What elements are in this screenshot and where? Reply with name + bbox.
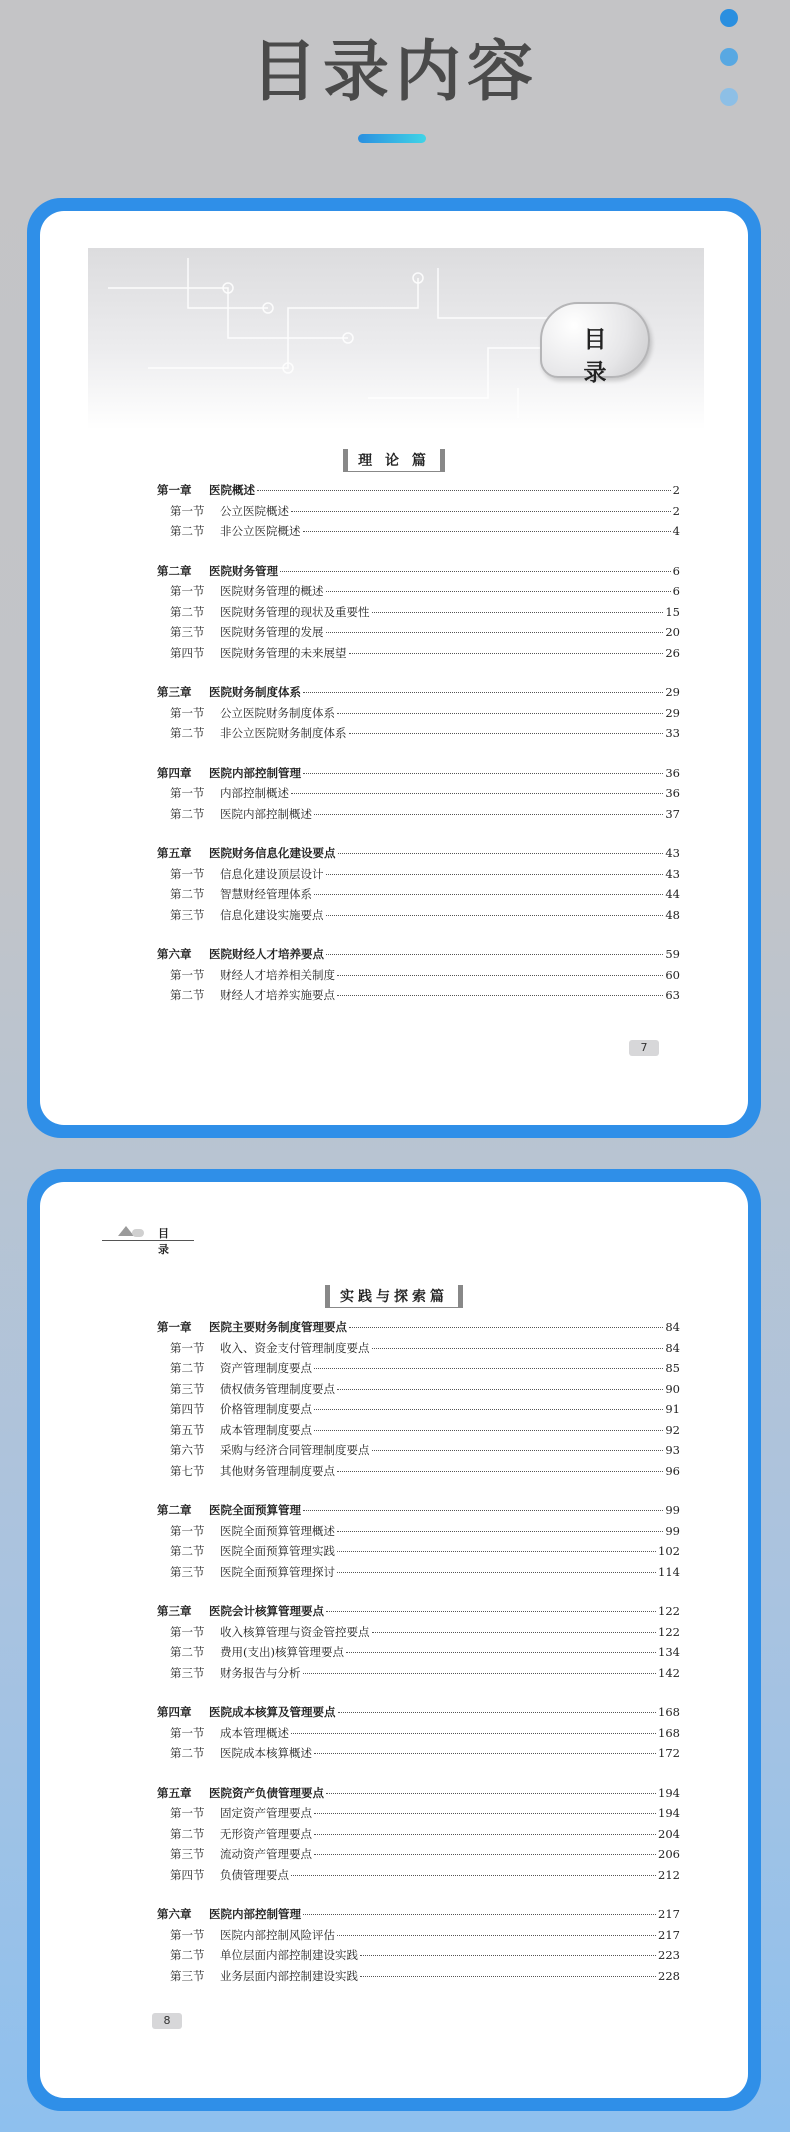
toc-gap xyxy=(157,1685,680,1704)
toc-entry-page: 92 xyxy=(665,1422,680,1437)
toc-entry-title: 医院内部控制概述 xyxy=(220,806,312,821)
running-header-label: 目 录 xyxy=(158,1227,175,1256)
toc-leader-dots xyxy=(303,692,663,693)
toc-section-entry xyxy=(157,624,680,645)
toc-gap xyxy=(157,1483,680,1502)
toc-page-2 xyxy=(40,1182,748,2098)
toc-leader-dots xyxy=(314,1753,656,1754)
toc-entry-title: 收入核算管理与资金管控要点 xyxy=(220,1624,370,1639)
toc-gap xyxy=(157,1887,680,1906)
toc-entry-title: 公立医院概述 xyxy=(220,503,289,518)
toc-section-entry xyxy=(157,866,680,887)
toc-leader-dots xyxy=(337,1572,656,1573)
toc-leader-dots xyxy=(337,713,663,714)
toc-entry-number: 第五章 xyxy=(157,846,192,860)
toc-leader-dots xyxy=(303,1914,656,1915)
toc-entry-number: 第六章 xyxy=(157,1907,192,1921)
toc-entry-page: 122 xyxy=(658,1604,680,1618)
toc-entry-title: 价格管理制度要点 xyxy=(220,1402,312,1416)
speech-bubble-icon xyxy=(540,302,650,386)
toc-gap xyxy=(157,746,680,765)
toc-section-entry xyxy=(157,806,680,827)
toc-entry-number: 第二节 xyxy=(170,524,205,538)
toc-section-entry xyxy=(157,604,680,625)
header-rule xyxy=(102,1240,194,1241)
toc-entry-number: 第一节 xyxy=(170,503,205,518)
toc-entry-page: 2 xyxy=(672,503,680,518)
toc-entry-page: 36 xyxy=(665,765,680,780)
toc-entry-number: 第六节 xyxy=(170,1443,205,1457)
toc-entry-number: 第一章 xyxy=(157,483,192,497)
toc-entry-number: 第四节 xyxy=(170,1402,205,1416)
toc-entry-title: 信息化建设顶层设计 xyxy=(220,866,324,881)
toc-entry-page: 223 xyxy=(658,1948,680,1962)
toc-entry-number: 第二节 xyxy=(170,1826,205,1841)
toc-leader-dots xyxy=(337,995,663,996)
toc-entry-number: 第三节 xyxy=(170,1381,205,1396)
toc-leader-dots xyxy=(337,1551,656,1552)
toc-chapter-entry xyxy=(157,1603,680,1624)
toc-entry-number: 第六章 xyxy=(157,947,192,961)
toc-entry-number: 第一节 xyxy=(170,967,205,982)
toc-page-card-1 xyxy=(27,198,761,1138)
toc-leader-dots xyxy=(314,814,663,815)
toc-entry-number: 第三章 xyxy=(157,685,192,699)
toc-entry-title: 医院财务管理的发展 xyxy=(220,625,324,639)
toc-page-card-2 xyxy=(27,1169,761,2111)
toc-leader-dots xyxy=(360,1955,656,1956)
toc-entry-page: 206 xyxy=(658,1847,680,1861)
title-underline xyxy=(358,134,426,143)
toc-leader-dots xyxy=(303,773,663,774)
toc-section-entry xyxy=(157,725,680,746)
mini-cloud-icon xyxy=(132,1229,144,1237)
toc-entry-page: 217 xyxy=(658,1907,680,1921)
toc-section-entry xyxy=(157,1665,680,1686)
toc-section-entry xyxy=(157,705,680,726)
toc-entry-page: 134 xyxy=(658,1645,680,1659)
toc-entry-number: 第二节 xyxy=(170,806,205,821)
toc-entry-number: 第三章 xyxy=(157,1604,192,1618)
toc-entry-title: 财务报告与分析 xyxy=(220,1665,301,1680)
toc-entry-page: 102 xyxy=(658,1544,680,1558)
toc-entry-title: 成本管理概述 xyxy=(220,1725,289,1740)
toc-section-entry xyxy=(157,785,680,806)
toc-entry-number: 第七节 xyxy=(170,1463,205,1478)
toc-entry-page: 84 xyxy=(665,1340,680,1355)
banner-label: 目 录 xyxy=(583,327,621,386)
toc-leader-dots xyxy=(326,591,671,592)
toc-entry-title: 医院财务制度体系 xyxy=(209,685,301,699)
toc-entry-number: 第二节 xyxy=(170,726,205,740)
running-header xyxy=(102,1226,194,1256)
part-title: 实践与探索篇 xyxy=(325,1285,463,1308)
toc-entry-title: 财经人才培养相关制度 xyxy=(220,967,335,982)
toc-entry-number: 第一节 xyxy=(170,786,205,800)
toc-entry-title: 成本管理制度要点 xyxy=(220,1422,312,1437)
toc-entry-title: 医院财务管理 xyxy=(209,563,278,578)
toc-entry-page: 43 xyxy=(665,866,680,881)
toc-entry-number: 第二节 xyxy=(170,1948,205,1962)
page-number: 8 xyxy=(152,2013,182,2029)
toc-entry-title: 医院内部控制管理 xyxy=(209,1907,301,1921)
toc-entry-number: 第二节 xyxy=(170,887,205,901)
toc-banner xyxy=(88,248,704,430)
toc-entry-number: 第二节 xyxy=(170,1645,205,1659)
toc-section-entry xyxy=(157,523,680,544)
toc-chapter-entry xyxy=(157,1906,680,1927)
toc-gap xyxy=(157,927,680,946)
toc-entry-number: 第二章 xyxy=(157,563,192,578)
toc-entry-title: 流动资产管理要点 xyxy=(220,1847,312,1861)
toc-entry-page: 194 xyxy=(658,1806,680,1820)
toc-section-entry xyxy=(157,886,680,907)
part-heading xyxy=(40,449,748,472)
toc-entry-page: 2 xyxy=(672,483,680,497)
toc-entry-page: 85 xyxy=(665,1361,680,1375)
toc-entry-title: 医院全面预算管理概述 xyxy=(220,1523,335,1538)
toc-leader-dots xyxy=(338,853,664,854)
toc-section-entry xyxy=(157,1846,680,1867)
toc-entry-number: 第三节 xyxy=(170,1665,205,1680)
toc-leader-dots xyxy=(257,490,671,491)
toc-entry-number: 第一节 xyxy=(170,1340,205,1355)
toc-entry-title: 医院内部控制风险评估 xyxy=(220,1927,335,1942)
toc-chapter-entry xyxy=(157,1502,680,1523)
toc-leader-dots xyxy=(291,511,671,512)
toc-entry-title: 医院全面预算管理探讨 xyxy=(220,1564,335,1579)
toc-chapter-entry xyxy=(157,684,680,705)
toc-leader-dots xyxy=(314,1368,663,1369)
toc-entry-page: 99 xyxy=(665,1523,680,1538)
toc-entry-page: 90 xyxy=(665,1381,680,1396)
toc-entry-title: 医院成本核算及管理要点 xyxy=(209,1705,336,1719)
toc-page-1 xyxy=(40,211,748,1125)
toc-section-entry xyxy=(157,1523,680,1544)
toc-entry-page: 6 xyxy=(672,584,680,598)
toc-gap xyxy=(157,826,680,845)
decorative-dot-icon xyxy=(720,88,738,106)
toc-entry-number: 第二节 xyxy=(170,1361,205,1375)
toc-gap xyxy=(157,1584,680,1603)
toc-section-entry xyxy=(157,1442,680,1463)
toc-section-entry xyxy=(157,967,680,988)
toc-entry-number: 第一节 xyxy=(170,866,205,881)
toc-entry-number: 第二节 xyxy=(170,1544,205,1558)
toc-leader-dots xyxy=(346,1652,656,1653)
toc-leader-dots xyxy=(337,1935,656,1936)
toc-entry-title: 医院全面预算管理实践 xyxy=(220,1544,335,1558)
toc-leader-dots xyxy=(349,1327,663,1328)
toc-leader-dots xyxy=(291,1875,656,1876)
toc-entry-page: 142 xyxy=(658,1665,680,1680)
toc-section-entry xyxy=(157,907,680,928)
toc-leader-dots xyxy=(314,1854,656,1855)
toc-leader-dots xyxy=(326,1611,656,1612)
toc-section-entry xyxy=(157,987,680,1008)
toc-leader-dots xyxy=(372,612,664,613)
toc-section-entry xyxy=(157,1968,680,1989)
toc-leader-dots xyxy=(372,1348,664,1349)
toc-entry-page: 122 xyxy=(658,1624,680,1639)
toc-section-entry xyxy=(157,1624,680,1645)
toc-leader-dots xyxy=(291,1733,656,1734)
toc-entry-title: 医院会计核算管理要点 xyxy=(209,1604,324,1618)
toc-entry-title: 医院资产负债管理要点 xyxy=(209,1785,324,1800)
toc-entry-page: 29 xyxy=(665,705,680,720)
toc-entry-title: 内部控制概述 xyxy=(220,786,289,800)
toc-section-entry xyxy=(157,1826,680,1847)
toc-leader-dots xyxy=(314,1834,656,1835)
toc-entry-number: 第三节 xyxy=(170,625,205,639)
toc-section-entry xyxy=(157,1401,680,1422)
toc-section-entry xyxy=(157,1543,680,1564)
toc-entry-title: 医院主要财务制度管理要点 xyxy=(209,1320,347,1334)
toc-entry-title: 公立医院财务制度体系 xyxy=(220,705,335,720)
toc-entry-title: 无形资产管理要点 xyxy=(220,1826,312,1841)
toc-entry-number: 第三节 xyxy=(170,1847,205,1861)
toc-entry-title: 资产管理制度要点 xyxy=(220,1361,312,1375)
part-title: 理 论 篇 xyxy=(343,449,445,472)
toc-leader-dots xyxy=(372,1632,657,1633)
toc-leader-dots xyxy=(326,1793,656,1794)
toc-entry-number: 第三节 xyxy=(170,907,205,922)
toc-entry-page: 172 xyxy=(658,1746,680,1760)
toc-section-entry xyxy=(157,1867,680,1888)
toc-entry-number: 第一节 xyxy=(170,584,205,598)
toc-section-entry xyxy=(157,1805,680,1826)
toc-list xyxy=(157,1319,680,1988)
toc-entry-title: 收入、资金支付管理制度要点 xyxy=(220,1340,370,1355)
toc-leader-dots xyxy=(280,571,671,572)
toc-leader-dots xyxy=(372,1450,664,1451)
toc-entry-title: 医院财务管理的概述 xyxy=(220,584,324,598)
toc-leader-dots xyxy=(291,793,663,794)
toc-entry-page: 33 xyxy=(665,726,680,740)
toc-section-entry xyxy=(157,1564,680,1585)
toc-entry-page: 212 xyxy=(658,1867,680,1882)
toc-entry-title: 医院成本核算概述 xyxy=(220,1746,312,1760)
toc-entry-title: 债权债务管理制度要点 xyxy=(220,1381,335,1396)
toc-leader-dots xyxy=(326,632,664,633)
toc-entry-title: 医院财经人才培养要点 xyxy=(209,947,324,961)
toc-chapter-entry xyxy=(157,946,680,967)
toc-section-entry xyxy=(157,1422,680,1443)
toc-section-entry xyxy=(157,645,680,666)
toc-leader-dots xyxy=(326,954,663,955)
part-heading xyxy=(40,1285,748,1308)
toc-chapter-entry xyxy=(157,482,680,503)
toc-leader-dots xyxy=(303,1510,663,1511)
toc-chapter-entry xyxy=(157,845,680,866)
toc-entry-number: 第四章 xyxy=(157,1705,192,1719)
toc-entry-number: 第一节 xyxy=(170,1806,205,1820)
toc-entry-number: 第二章 xyxy=(157,1503,192,1517)
toc-section-entry xyxy=(157,1745,680,1766)
toc-section-entry xyxy=(157,1340,680,1361)
toc-entry-number: 第四章 xyxy=(157,765,192,780)
toc-entry-number: 第一节 xyxy=(170,1927,205,1942)
toc-entry-page: 48 xyxy=(665,907,680,922)
toc-entry-page: 4 xyxy=(672,524,680,538)
toc-list xyxy=(157,482,680,1008)
toc-gap xyxy=(157,665,680,684)
toc-leader-dots xyxy=(337,1389,663,1390)
toc-entry-page: 60 xyxy=(665,967,680,982)
toc-entry-page: 44 xyxy=(665,887,680,901)
toc-entry-page: 114 xyxy=(658,1564,680,1579)
toc-entry-title: 智慧财经管理体系 xyxy=(220,887,312,901)
toc-entry-number: 第一节 xyxy=(170,1624,205,1639)
toc-leader-dots xyxy=(349,733,664,734)
page-title: 目录内容 xyxy=(251,33,539,110)
toc-entry-page: 26 xyxy=(665,645,680,660)
toc-entry-page: 20 xyxy=(665,625,680,639)
toc-entry-title: 非公立医院概述 xyxy=(220,524,301,538)
toc-chapter-entry xyxy=(157,563,680,584)
toc-entry-page: 168 xyxy=(658,1725,680,1740)
toc-leader-dots xyxy=(338,1712,657,1713)
toc-leader-dots xyxy=(337,1531,663,1532)
toc-entry-page: 6 xyxy=(672,563,680,578)
toc-entry-page: 93 xyxy=(665,1443,680,1457)
toc-section-entry xyxy=(157,1927,680,1948)
toc-entry-title: 信息化建设实施要点 xyxy=(220,907,324,922)
toc-entry-number: 第五节 xyxy=(170,1422,205,1437)
toc-chapter-entry xyxy=(157,1785,680,1806)
toc-leader-dots xyxy=(360,1976,656,1977)
toc-entry-number: 第五章 xyxy=(157,1785,192,1800)
toc-entry-page: 99 xyxy=(665,1503,680,1517)
toc-section-entry xyxy=(157,503,680,524)
toc-section-entry xyxy=(157,1644,680,1665)
toc-chapter-entry xyxy=(157,1704,680,1725)
toc-entry-number: 第三节 xyxy=(170,1564,205,1579)
toc-leader-dots xyxy=(337,1471,663,1472)
toc-entry-page: 29 xyxy=(665,685,680,699)
toc-section-entry xyxy=(157,583,680,604)
toc-entry-title: 医院财务管理的现状及重要性 xyxy=(220,604,370,619)
toc-entry-number: 第一节 xyxy=(170,1523,205,1538)
toc-leader-dots xyxy=(326,915,664,916)
toc-leader-dots xyxy=(337,975,663,976)
toc-section-entry xyxy=(157,1360,680,1381)
toc-entry-page: 91 xyxy=(665,1402,680,1416)
toc-entry-title: 负债管理要点 xyxy=(220,1867,289,1882)
toc-entry-title: 医院概述 xyxy=(209,483,255,497)
decorative-dot-icon xyxy=(720,9,738,27)
toc-entry-title: 其他财务管理制度要点 xyxy=(220,1463,335,1478)
toc-entry-title: 业务层面内部控制建设实践 xyxy=(220,1968,358,1983)
toc-section-entry xyxy=(157,1381,680,1402)
toc-gap xyxy=(157,1766,680,1785)
toc-entry-page: 204 xyxy=(658,1826,680,1841)
toc-entry-page: 15 xyxy=(665,604,680,619)
toc-entry-number: 第三节 xyxy=(170,1968,205,1983)
toc-leader-dots xyxy=(349,653,664,654)
page-number: 7 xyxy=(629,1040,659,1056)
decorative-dot-icon xyxy=(720,48,738,66)
toc-entry-number: 第二节 xyxy=(170,604,205,619)
toc-entry-page: 63 xyxy=(665,988,680,1002)
toc-leader-dots xyxy=(314,1430,663,1431)
toc-entry-title: 非公立医院财务制度体系 xyxy=(220,726,347,740)
toc-entry-page: 37 xyxy=(665,806,680,821)
toc-entry-page: 228 xyxy=(658,1968,680,1983)
toc-entry-page: 84 xyxy=(665,1320,680,1334)
toc-leader-dots xyxy=(303,531,671,532)
toc-entry-number: 第四节 xyxy=(170,645,205,660)
toc-entry-page: 194 xyxy=(658,1785,680,1800)
toc-leader-dots xyxy=(314,1813,656,1814)
toc-section-entry xyxy=(157,1947,680,1968)
toc-leader-dots xyxy=(314,1409,663,1410)
toc-entry-page: 217 xyxy=(658,1927,680,1942)
toc-entry-number: 第二节 xyxy=(170,988,205,1002)
toc-entry-page: 36 xyxy=(665,786,680,800)
toc-entry-title: 医院财务信息化建设要点 xyxy=(209,846,336,860)
toc-entry-title: 采购与经济合同管理制度要点 xyxy=(220,1443,370,1457)
toc-entry-number: 第四节 xyxy=(170,1867,205,1882)
toc-leader-dots xyxy=(326,874,664,875)
toc-entry-title: 固定资产管理要点 xyxy=(220,1806,312,1820)
toc-entry-number: 第一节 xyxy=(170,705,205,720)
toc-entry-title: 单位层面内部控制建设实践 xyxy=(220,1948,358,1962)
toc-entry-title: 医院财务管理的未来展望 xyxy=(220,645,347,660)
toc-entry-title: 费用(支出)核算管理要点 xyxy=(220,1645,344,1659)
toc-entry-page: 43 xyxy=(665,846,680,860)
toc-entry-title: 财经人才培养实施要点 xyxy=(220,988,335,1002)
toc-leader-dots xyxy=(314,894,663,895)
toc-entry-number: 第一章 xyxy=(157,1320,192,1334)
toc-gap xyxy=(157,544,680,563)
toc-section-entry xyxy=(157,1725,680,1746)
toc-chapter-entry xyxy=(157,1319,680,1340)
toc-entry-title: 医院内部控制管理 xyxy=(209,765,301,780)
toc-chapter-entry xyxy=(157,765,680,786)
toc-entry-title: 医院全面预算管理 xyxy=(209,1503,301,1517)
toc-entry-number: 第二节 xyxy=(170,1746,205,1760)
toc-entry-number: 第一节 xyxy=(170,1725,205,1740)
toc-entry-page: 168 xyxy=(658,1705,680,1719)
toc-entry-page: 59 xyxy=(665,947,680,961)
toc-section-entry xyxy=(157,1463,680,1484)
toc-leader-dots xyxy=(303,1673,657,1674)
toc-entry-page: 96 xyxy=(665,1463,680,1478)
